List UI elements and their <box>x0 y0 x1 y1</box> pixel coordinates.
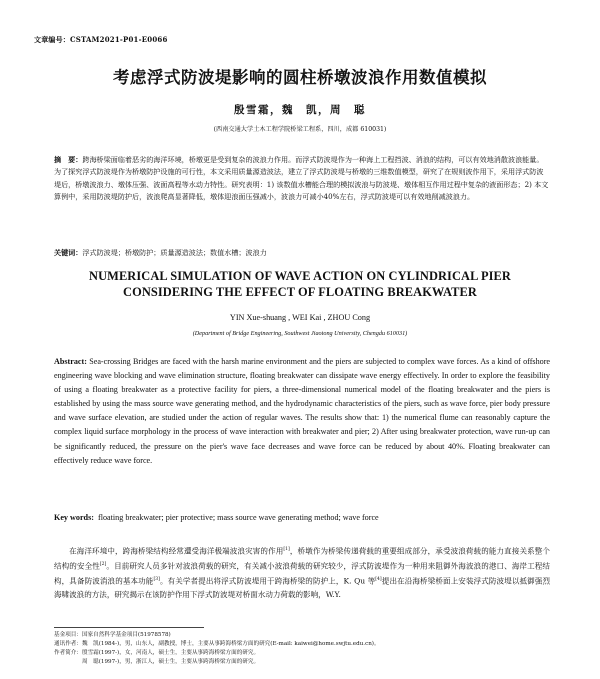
body-text-part-3: 。目前研究人员多针对波浪荷载的研究，有关减小波浪荷载的研究较少，浮式防波堤作为一种用来阻御外海波浪的港口、海岸工程结构，具备防波消浪的基本功能 <box>54 561 550 586</box>
english-keywords-label: Key words: <box>54 513 94 522</box>
footnote-author-bio-1: 作者简介：殷雪霜(1997-)，女，河南人，硕士生，主要从事跨海桥梁方面的研究。 <box>54 650 260 656</box>
english-title <box>0 268 600 300</box>
chinese-keywords <box>54 247 550 259</box>
citation-1: [1] <box>283 547 290 552</box>
citation-4: [4] <box>375 576 382 582</box>
english-abstract-label: Abstract: <box>54 357 87 366</box>
chinese-title: 考虑浮式防波堤影响的圆柱桥墩波浪作用数值模拟 <box>113 68 487 87</box>
citation-3: [3] <box>153 576 160 582</box>
english-affiliation: (Department of Bridge Engineering, Southwest Jiaotong University, Chengdu 610031) <box>192 330 408 337</box>
footnotes <box>54 631 550 667</box>
body-text-part-4: 。有关学者提出将浮式防波堤用于跨海桥梁的防护上，K. Qu 等 <box>159 576 376 586</box>
english-abstract <box>54 355 550 468</box>
chinese-abstract <box>54 154 550 204</box>
footnote-funding: 基金项目：国家自然科学基金项目(51978578) <box>54 632 171 638</box>
chinese-abstract-text: 跨海桥梁面临着恶劣的海洋环境，桥墩更是受到复杂的波浪力作用。而浮式防波堤作为一种海上工程挡波、消浪的结构，可以有效地消散波浪能量。为了探究浮式防波堤作为桥墩防护设施的可行性，本文采用质量源造波法，建立了浮式防波堤与桥墩的三维数值模型，研究了在规则波作用下，采用浮式防波堤后，桥墩波浪力、墩体压强、波面高程等水动力特性。研究表明：1) 该数值水槽能合理的模拟波浪与防波堤、墩体相互作用过程中复杂的液面形态；2) 本文算例中，采用防波堤防护后，波浪爬高显著降低，墩体迎浪面压强减小，波浪力可减小40%左右，浮式防波堤可以有效地削减波浪力。 <box>54 155 549 202</box>
english-authors: YIN Xue-shuang , WEI Kai , ZHOU Cong <box>229 313 371 322</box>
english-abstract-text: Sea-crossing Bridges are faced with the harsh marine environment and the piers are subjected to complex wave forces. As a kind of offshore engineering wave blocking and wave elimination structure, floating breakwater can dissipate wave energy effectively. In order to explore the feasibility of using a floating breakwater as a protective facility for piers, a three-dimensional numerical model of the floating breakwater and the piers is established by using the mass source wave generating method, and the hydrodynamic characteristics of the piers, such as wave force, pier body pressure and wave surface elevation, are studied under the action of regular waves. The results show that: 1) the numerical flume can reasonably capture the complex liquid surface morphology in the process of wave interaction with breakwater and pier; 2) After using breakwater protection, wave run-up can be significantly reduced, the pressure on the pier's wave face decreases and wave force can be reduced by about 40%. Floating breakwater can effectively reduce wave force. <box>54 357 551 465</box>
english-keywords-text: floating breakwater; pier protective; mass source wave generating method; wave force <box>98 513 379 522</box>
english-title-line-1: NUMERICAL SIMULATION OF WAVE ACTION ON CYLINDRICAL PIER <box>89 269 511 283</box>
body-text-part-1: 在海洋环境中，跨海桥梁结构经常遭受海洋极端波浪灾害的作用 <box>69 546 284 556</box>
chinese-abstract-label: 摘 要： <box>54 155 83 164</box>
chinese-keywords-label: 关键词： <box>54 248 83 257</box>
citation-2: [2] <box>99 561 107 567</box>
english-keywords <box>54 512 550 524</box>
document-number: 文章编号：CSTAM2021-P01-E0066 <box>34 35 168 44</box>
footnote-author-bio-2: 周 聪(1997-)，男，浙江人，硕士生，主要从事跨海桥梁方面的研究。 <box>54 659 260 665</box>
introduction-paragraph <box>54 543 550 601</box>
footnote-divider <box>54 627 204 628</box>
english-title-line-2: CONSIDERING THE EFFECT OF FLOATING BREAKWATER <box>123 285 477 299</box>
body-text-part-2: ，桥墩作为桥梁传递荷载的重要组成部分，承受波浪荷载的能力直接关系整个结构的安全性 <box>54 546 550 571</box>
chinese-affiliation: (西南交通大学土木工程学院桥梁工程系，四川，成都 610031) <box>213 126 387 133</box>
footnote-corresponding-author: 通讯作者：魏 凯(1984-)，男，山东人，副教授，博士，主要从事跨海桥梁方面的研究(E-mail: kaiwei@home.swjtu.edu.cn)。 <box>54 641 380 647</box>
chinese-authors: 殷雪霜，魏 凯，周 聪 <box>234 104 366 116</box>
body-text-part-5: 提出在沿海桥梁桥面上安装浮式防波堤以抵御强烈海啸波浪的方法，研究揭示在该防护作用下浮式防波堤对桥面水动力荷载的影响，W.Y. <box>54 576 550 599</box>
chinese-keywords-text: 浮式防波堤；桥墩防护；质量源造波法；数值水槽；波浪力 <box>82 248 267 257</box>
